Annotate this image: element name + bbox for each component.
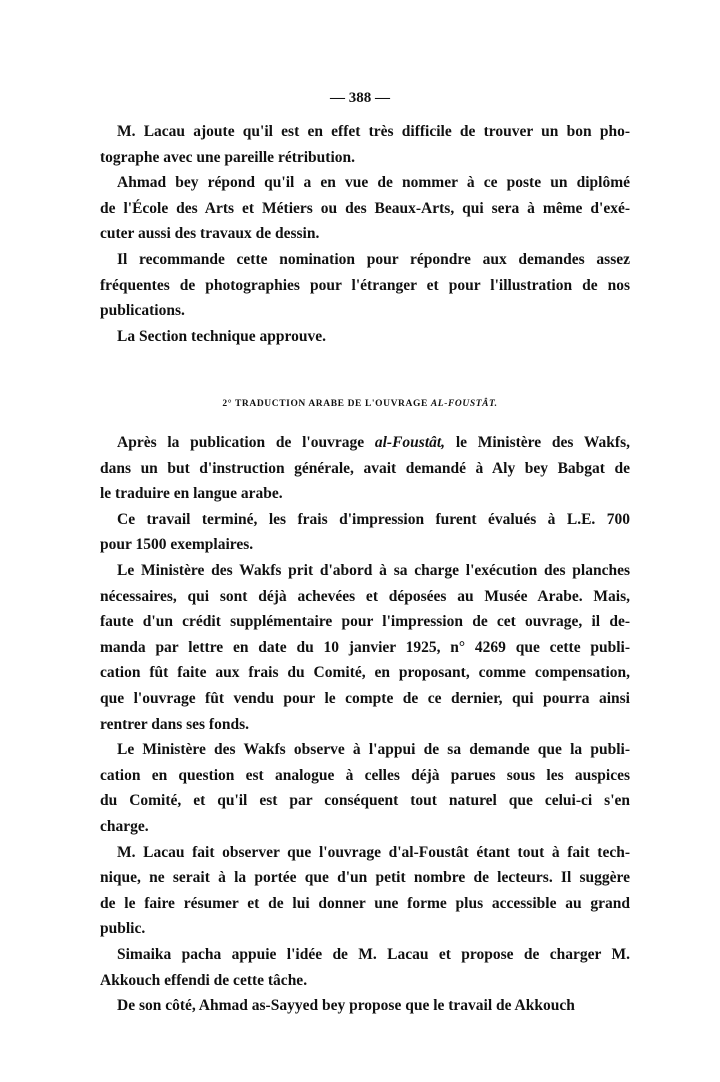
text-line: Ce travail terminé, les frais d'impression furent évalués à L.E. 700	[117, 510, 630, 528]
text-line: fréquentes de photographies pour l'étranger et pour l'illustration de nos	[100, 276, 630, 294]
text-line: que l'ouvrage fût vendu pour le compte de ce dernier, qui pourra ainsi	[100, 690, 630, 707]
text-line: faute d'un crédit supplémentaire pour l'impression de cet ouvrage, il de-	[100, 613, 630, 631]
text-line: le traduire en langue arabe.	[100, 485, 283, 503]
text-line: cation en question est analogue à celles déjà parues sous les auspices	[100, 766, 630, 784]
text-line: public.	[100, 920, 146, 938]
text-line: nécessaires, qui sont déjà achevées et déposées au Musée Arabe. Mais,	[100, 587, 630, 605]
text-line: manda par lettre en date du 10 janvier 1925, n° 4269 que cette publi-	[100, 638, 630, 656]
text-line: M. Lacau ajoute qu'il est en effet très difficile de trouver un bon pho-	[117, 123, 630, 140]
text-line-with-italic	[117, 433, 630, 453]
text-line: Le Ministère des Wakfs observe à l'appui de sa demande que la publi-	[117, 741, 630, 759]
text-line: de le faire résumer et de lui donner une forme plus accessible au grand	[100, 894, 630, 912]
text-line: tographe avec une pareille rétribution.	[100, 148, 356, 166]
text-line: Simaika pacha appuie l'idée de M. Lacau et propose de charger M.	[117, 946, 630, 963]
section-heading	[0, 399, 720, 409]
text-line: pour 1500 exemplaires.	[100, 536, 254, 554]
text-line: rentrer dans ses fonds.	[100, 715, 249, 733]
italic-title: al-Foustât,	[374, 434, 446, 451]
text-line: du Comité, et qu'il est par conséquent tout naturel que celui-ci s'en	[100, 792, 630, 810]
text-line: M. Lacau fait observer que l'ouvrage d'al-Foustât étant tout à fait tech-	[117, 843, 630, 861]
text-line: De son côté, Ahmad as-Sayyed bey propose que le travail de Akkouch	[117, 997, 575, 1015]
text-line: Akkouch effendi de cette tâche.	[100, 971, 308, 989]
section-heading-text: 2° TRADUCTION ARABE DE L'OUVRAGE	[222, 399, 431, 409]
text-line: cation fût faite aux frais du Comité, en proposant, comme compensation,	[100, 664, 630, 682]
text-line: de l'École des Arts et Métiers ou des Beaux-Arts, qui sera à même d'exé-	[100, 199, 630, 217]
text-line: Le Ministère des Wakfs prit d'abord à sa charge l'exécution des planches	[117, 562, 630, 579]
text-line: Ahmad bey répond qu'il a en vue de nommer à ce poste un diplômé	[117, 174, 630, 192]
text-segment: le Ministère des Wakfs,	[445, 434, 630, 451]
text-line: cuter aussi des travaux de dessin.	[100, 225, 320, 243]
page-number: — 388 —	[330, 90, 390, 106]
text-segment: Après la publication de l'ouvrage	[117, 434, 375, 451]
text-line: Il recommande cette nomination pour répondre aux demandes assez	[117, 251, 630, 268]
text-line: nique, ne serait à la portée que d'un petit nombre de lecteurs. Il suggère	[100, 869, 630, 887]
text-line: charge.	[100, 818, 149, 835]
text-line: publications.	[100, 302, 185, 320]
text-line: La Section technique approuve.	[117, 327, 326, 345]
section-heading-italic: AL-FOUSTÂT.	[430, 399, 498, 409]
text-line: dans un but d'instruction générale, avait demandé à Aly bey Babgat de	[100, 459, 630, 477]
